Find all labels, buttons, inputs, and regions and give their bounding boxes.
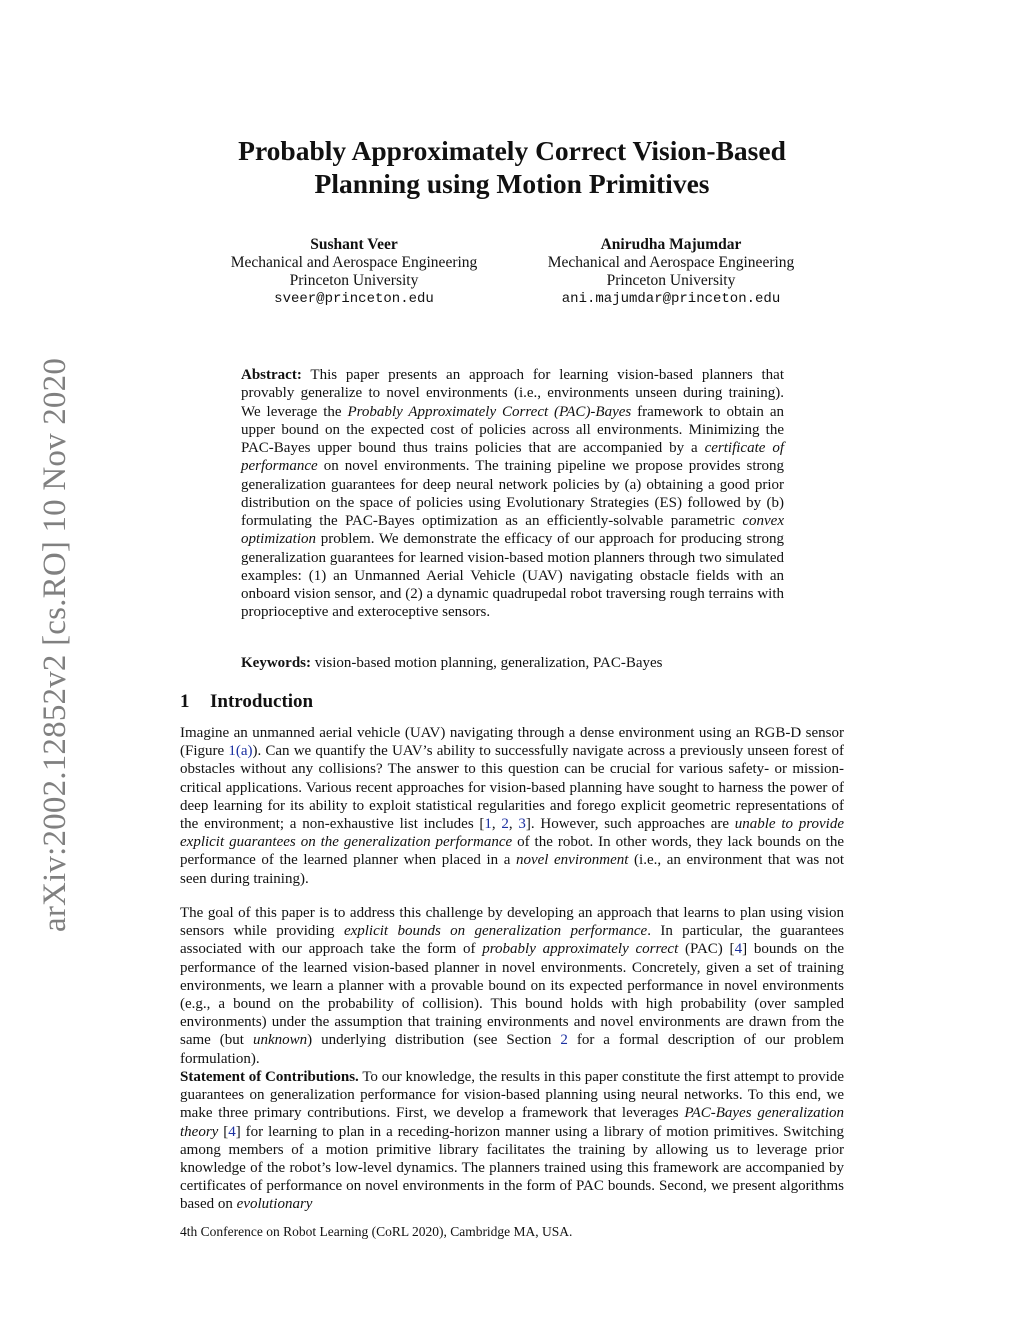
section-number: 1 xyxy=(180,691,190,712)
citation-link[interactable]: 3 xyxy=(518,816,526,833)
abstract-emphasis: convex optimization xyxy=(241,513,784,548)
body-text: To our knowledge, the results in this paper constitute the first attempt to provide guarantees on generalization performance for vision-based planning using neural networks. To this end, we make three primary contributions. First, we develop a framework that leverages xyxy=(180,1069,845,1122)
section-heading-introduction xyxy=(180,690,844,714)
body-text: (PAC) [ xyxy=(678,941,735,958)
body-text: Imagine an unmanned aerial vehicle (UAV) navigating through a dense environment using an RGB-D sensor (Figure xyxy=(180,725,844,760)
author-block-2 xyxy=(516,236,826,308)
body-text: (i.e., an environment that was not seen during training). xyxy=(180,852,844,887)
author-name: Sushant Veer xyxy=(310,236,398,253)
body-text: , xyxy=(491,816,502,833)
author-department: Mechanical and Aerospace Engineering xyxy=(230,254,478,271)
conference-footnote: 4th Conference on Robot Learning (CoRL 2020), Cambridge MA, USA. xyxy=(180,1224,573,1239)
body-text: for a formal description of our problem formulation). xyxy=(180,1032,844,1067)
author-email: ani.majumdar@princeton.edu xyxy=(561,291,781,307)
body-text: [ xyxy=(218,1123,229,1140)
author-block-1 xyxy=(199,236,509,308)
arxiv-identifier-stamp: arXiv:2002.12852v2 [cs.RO] 10 Nov 2020 xyxy=(37,357,73,933)
body-text: ] bounds on the performance of the learned vision-based planner in novel environments. Concretely, given a set of training environments, we learn a planner with a provable bound on its expected performance in novel environments (e.g., a bound on the probability of collision). This bound holds with high probability (over sampled environments) under the assumption that training environments and novel environments are drawn from the same (but xyxy=(180,941,844,1049)
keywords-label: Keywords: xyxy=(241,655,311,671)
intro-paragraph-3 xyxy=(180,1068,844,1214)
emphasis-text: probably approximately correct xyxy=(482,941,679,958)
emphasis-text: unable to provide explicit guarantees on the generalization performance xyxy=(180,816,844,851)
author-name: Anirudha Majumdar xyxy=(600,236,742,253)
abstract-text: on novel environments. The training pipeline we propose provides strong generalization guarantees for deep neural network policies by (a) obtaining a good prior distribution on the space of policies using Evolutionary Strategies (ES) followed by (b) formulating the PAC-Bayes optimization as an efficiently-solvable parametric xyxy=(241,458,784,529)
paragraph-run-in-heading: Statement of Contributions. xyxy=(180,1069,359,1085)
keywords xyxy=(241,654,784,672)
intro-paragraph-1 xyxy=(180,724,844,888)
citation-link[interactable]: 1 xyxy=(484,816,492,833)
abstract-text: framework to obtain an upper bound on the expected cost of policies across all environments. Minimizing the PAC-Bayes upper bound thus trains policies that are accompanied by a xyxy=(241,403,784,456)
abstract xyxy=(241,366,784,622)
citation-link[interactable]: 4 xyxy=(228,1123,236,1140)
abstract-emphasis: Probably Approximately Correct (PAC)-Bayes xyxy=(347,403,632,420)
title-line-2: Planning using Motion Primitives xyxy=(314,168,710,199)
abstract-label: Abstract: xyxy=(241,367,302,383)
body-text: ] for learning to plan in a receding-horizon manner using a library of motion primitives. Switching among members of a motion primitive library facilitates the training by allowing us to leverage prior knowledge of the robot’s low-level dynamics. The planners trained using this framework are accompanied by certificates of performance on novel environments in the form of PAC bounds. Second, we present algorithms based on xyxy=(180,1123,844,1213)
emphasis-text: explicit bounds on generalization performance xyxy=(343,923,648,940)
body-text: The goal of this paper is to address this challenge by developing an approach that learns to plan using vision sensors while providing xyxy=(180,905,844,940)
abstract-text: problem. We demonstrate the efficacy of our approach for producing strong generalization guarantees for learned vision-based motion planners through two simulated examples: (1) an Unmanned Aerial Vehicle (UAV) navigating obstacle fields with an onboard vision sensor, and (2) a dynamic quadrupedal robot traversing rough terrains with proprioceptive and exteroceptive sensors. xyxy=(241,531,784,621)
title-line-1: Probably Approximately Correct Vision-Based xyxy=(238,135,786,166)
body-text: ). Can we quantify the UAV’s ability to successfully navigate across a previously unseen forest of obstacles without any collisions? The answer to this question can be crucial for various safety- or mission-critical applications. Various recent approaches for vision-based planning have sought to harness the power of deep learning for its ability to exploit statistical regularities and forego explicit geometric representations of the environment; a non-exhaustive list includes [ xyxy=(180,743,844,833)
abstract-text: This paper presents an approach for learning vision-based planners that provably generalize to novel environments (i.e., environments unseen during training). We leverage the xyxy=(241,367,784,420)
section-title: Introduction xyxy=(210,691,314,712)
body-text: of the robot. In other words, they lack bounds on the performance of the learned planner when placed in a xyxy=(180,834,845,869)
emphasis-text: novel environment xyxy=(515,852,629,869)
emphasis-text: PAC-Bayes generalization theory xyxy=(180,1105,844,1140)
body-text: , xyxy=(508,816,519,833)
emphasis-text: evolutionary xyxy=(236,1196,313,1213)
author-university: Princeton University xyxy=(289,272,419,289)
section-reference-link[interactable]: 2 xyxy=(560,1032,568,1049)
intro-paragraph-2 xyxy=(180,904,844,1068)
abstract-emphasis: certificate of performance xyxy=(241,440,784,475)
emphasis-text: unknown xyxy=(252,1032,308,1049)
keywords-text: vision-based motion planning, generalization, PAC-Bayes xyxy=(314,655,663,671)
body-text: ) underlying distribution (see Section xyxy=(307,1032,561,1049)
citation-link[interactable]: 4 xyxy=(734,941,743,958)
paper-title xyxy=(140,134,884,200)
body-text: ]. However, such approaches are xyxy=(525,816,735,833)
figure-reference-link[interactable]: 1(a) xyxy=(228,743,253,760)
citation-link[interactable]: 2 xyxy=(501,816,509,833)
author-department: Mechanical and Aerospace Engineering xyxy=(547,254,795,271)
body-text: . In particular, the guarantees associated with our approach take the form of xyxy=(180,923,844,958)
author-university: Princeton University xyxy=(606,272,736,289)
author-email: sveer@princeton.edu xyxy=(274,291,434,307)
